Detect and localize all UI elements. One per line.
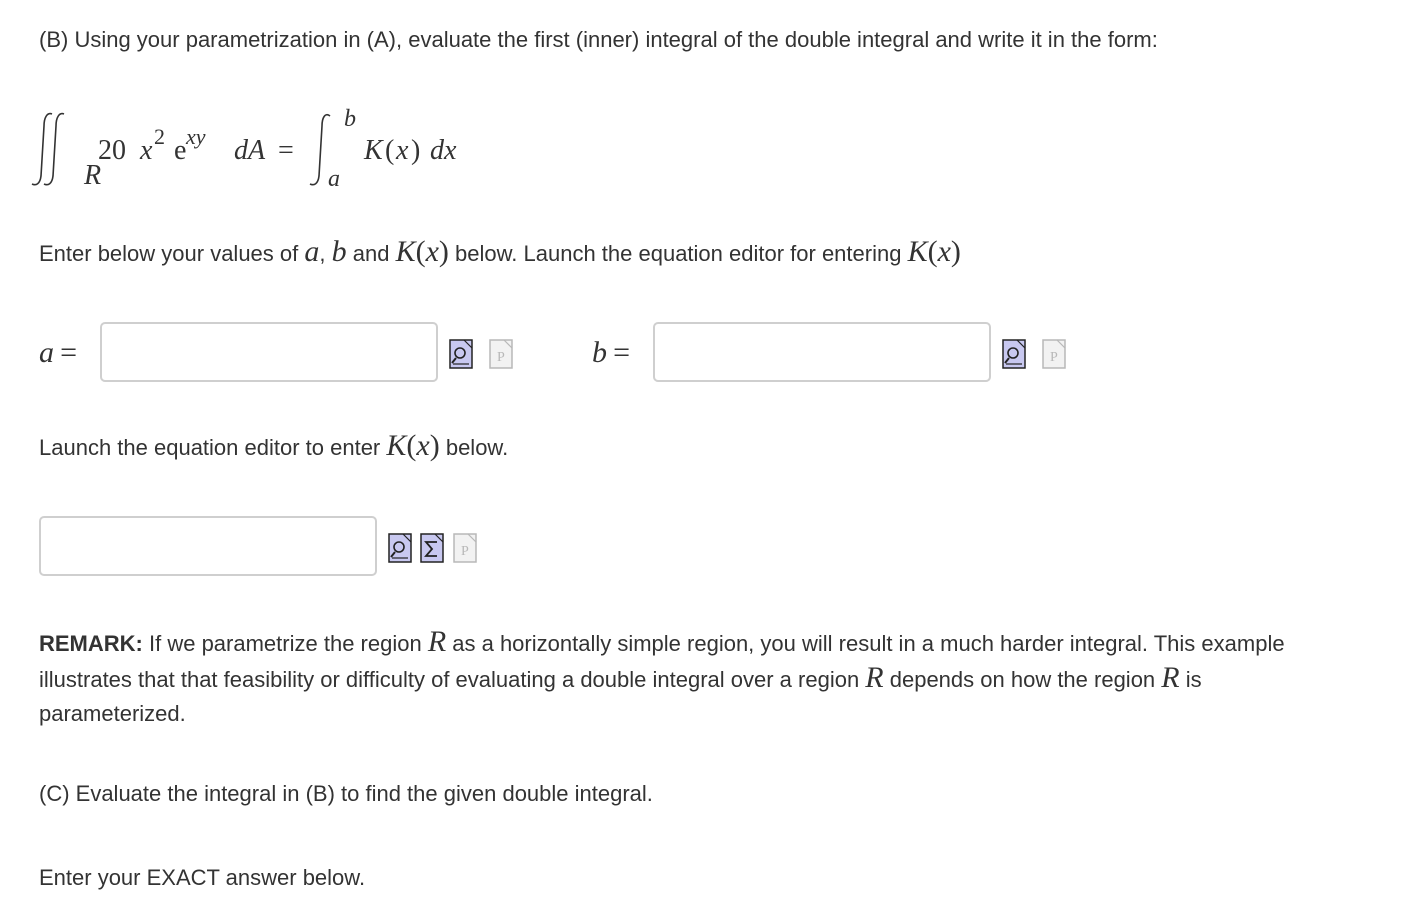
integral-sign-2 — [44, 114, 64, 185]
region-r-2: R — [865, 661, 884, 694]
parse-icon[interactable] — [453, 532, 477, 564]
instruction-part-2: and — [346, 241, 396, 266]
coefficient: 20 — [98, 135, 126, 166]
answer-prompt: Enter your EXACT answer below. — [39, 865, 366, 890]
instruction-part-3: below. Launch the equation editor for entering — [448, 241, 908, 266]
dx: dx — [430, 135, 457, 166]
remark-text-1: If we parametrize the region — [142, 631, 428, 656]
k-prompt-part-1: Launch the equation editor to enter — [39, 435, 387, 460]
b-input[interactable] — [653, 322, 991, 382]
x-variable: x — [140, 135, 153, 166]
remark-text-5: is — [1179, 667, 1202, 692]
remark-text-2: as a horizontally simple region, you will result in a much harder integral. This example — [446, 631, 1285, 656]
preview-icon[interactable] — [449, 338, 473, 370]
k-prompt-part-2: below. — [439, 435, 509, 460]
integral-sign-3 — [310, 115, 330, 185]
svg-text:P: P — [461, 544, 469, 559]
equation-editor-icon[interactable] — [420, 532, 444, 564]
parse-icon[interactable] — [1042, 338, 1066, 370]
e-exponent: xy — [186, 124, 206, 149]
k-input[interactable] — [39, 516, 377, 576]
remark-label: REMARK: — [39, 631, 143, 656]
k-function: K — [364, 135, 383, 166]
region-r-3: R — [1161, 661, 1180, 694]
var-a: a — [304, 235, 320, 268]
var-k: K — [395, 235, 416, 268]
part-c-heading: (C) Evaluate the integral in (B) to find the given double integral. — [39, 781, 653, 806]
var-x: x — [425, 235, 439, 268]
b-equals: = — [613, 336, 631, 369]
part-b-heading: (B) Using your parametrization in (A), evaluate the first (inner) integral of the double integral and write it in the form: — [39, 27, 1158, 52]
var-b: b — [331, 235, 347, 268]
svg-text:P: P — [497, 350, 505, 365]
a-label — [39, 336, 77, 370]
e-constant: e — [174, 135, 187, 166]
k-prompt: Launch the equation editor to enter K(x) below. — [39, 429, 509, 462]
region-label: R — [84, 160, 102, 191]
remark-text-4: depends on how the region — [883, 667, 1162, 692]
preview-icon[interactable] — [1002, 338, 1026, 370]
svg-text:P: P — [1050, 350, 1058, 365]
k-prompt-x: x — [416, 429, 430, 462]
a-equals: = — [60, 336, 78, 369]
double-integral-equation — [30, 104, 490, 194]
equals-sign: = — [278, 135, 294, 166]
b-label-var: b — [592, 336, 607, 369]
comma: , — [319, 241, 326, 266]
right-paren: ) — [411, 135, 421, 166]
var-k-2: K — [907, 235, 928, 268]
b-label — [592, 336, 630, 370]
remark-text-6: parameterized. — [39, 701, 186, 726]
preview-icon[interactable] — [388, 532, 412, 564]
remark-paragraph — [39, 625, 1419, 731]
x-exponent: 2 — [154, 124, 165, 149]
upper-limit: b — [344, 106, 356, 132]
dA: dA — [234, 135, 266, 166]
instruction-part-1: Enter below your values of — [39, 241, 305, 266]
k-prompt-k: K — [386, 429, 407, 462]
parse-icon[interactable] — [489, 338, 513, 370]
lower-limit: a — [328, 166, 340, 192]
var-x-2: x — [937, 235, 951, 268]
left-paren: ( — [385, 135, 395, 166]
a-label-var: a — [39, 336, 54, 369]
region-r-1: R — [427, 625, 447, 658]
k-argument: x — [396, 135, 409, 166]
instruction-text: Enter below your values of a, b and K(x) below. Launch the equation editor for entering K(x) — [39, 235, 961, 268]
a-input[interactable] — [100, 322, 438, 382]
integral-sign-1 — [32, 114, 52, 185]
remark-text-3: illustrates that that feasibility or difficulty of evaluating a double integral over a region — [39, 667, 866, 692]
